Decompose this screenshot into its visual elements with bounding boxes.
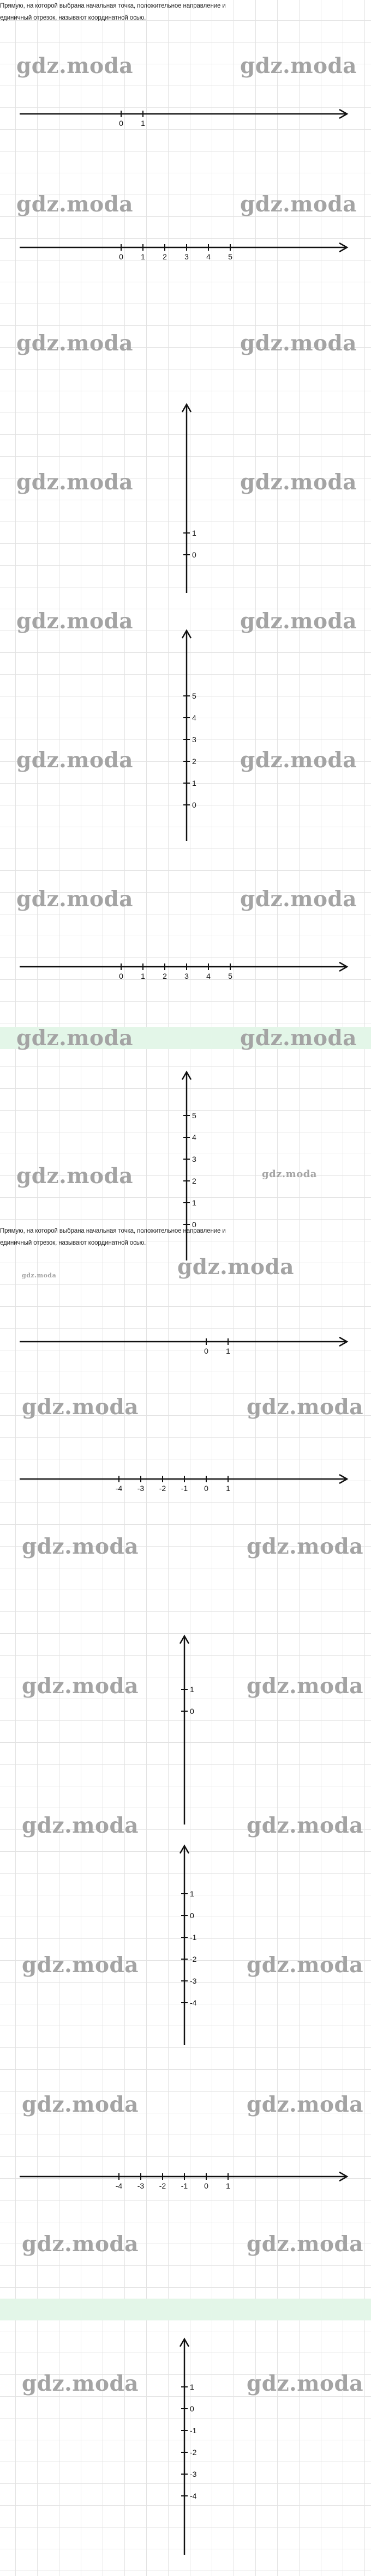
- tick-label: 1: [226, 2181, 230, 2190]
- tick-label: 5: [228, 972, 232, 980]
- tick-label: 1: [190, 1889, 194, 1898]
- tick-label: 5: [228, 252, 232, 261]
- watermark: gdz.moda: [22, 1395, 139, 1420]
- watermark: gdz.moda: [22, 1953, 139, 1978]
- tick-label: -4: [190, 2492, 197, 2500]
- watermark: gdz.moda: [240, 1026, 357, 1051]
- tick-label: 1: [192, 1198, 196, 1207]
- watermark: gdz.moda: [22, 2092, 139, 2117]
- tick-label: 2: [192, 1177, 196, 1185]
- tick-label: 0: [204, 2181, 208, 2190]
- tick-label: 2: [163, 972, 167, 980]
- watermark: gdz.moda: [16, 1163, 134, 1189]
- tick-label: 0: [119, 252, 123, 261]
- tick-label: 4: [206, 252, 211, 261]
- watermark: gdz.moda: [247, 1395, 364, 1420]
- tick-label: 2: [163, 252, 167, 261]
- watermark: gdz.moda: [22, 1534, 139, 1559]
- tick-label: -1: [190, 1933, 197, 1942]
- tick-label: -2: [190, 1955, 197, 1963]
- tick-label: 1: [192, 529, 196, 537]
- tick-label: 0: [119, 119, 123, 128]
- watermark: gdz.moda: [247, 1953, 364, 1978]
- vertical-axis-minus4-1: [0, 1845, 371, 2046]
- tick-label: 1: [190, 1685, 194, 1694]
- definition-text: [0, 0, 371, 24]
- watermark: gdz.moda: [240, 748, 357, 773]
- watermark: gdz.moda: [240, 470, 357, 495]
- watermark: gdz.moda: [247, 2371, 364, 2396]
- tick-label: -1: [181, 1484, 188, 1493]
- tick-label: -2: [190, 2448, 197, 2457]
- tick-label: 1: [192, 779, 196, 787]
- horizontal-axis-minus4-1: [0, 2163, 371, 2196]
- watermark: gdz.moda: [240, 192, 357, 217]
- tick-label: -3: [137, 2181, 145, 2190]
- tick-label: 1: [190, 2383, 194, 2391]
- tick-label: 1: [141, 972, 145, 980]
- tick-label: 0: [192, 1220, 196, 1229]
- vertical-axis-0-1: [0, 403, 371, 594]
- watermark: gdz.moda: [262, 1168, 317, 1180]
- watermark: gdz.moda: [22, 1813, 139, 1838]
- watermark: gdz.moda: [16, 470, 134, 495]
- tick-label: 0: [204, 1347, 208, 1355]
- tick-label: 2: [192, 757, 196, 766]
- tick-label: 0: [192, 550, 196, 559]
- watermark: gdz.moda: [16, 609, 134, 634]
- watermark: gdz.moda: [247, 1813, 364, 1838]
- tick-label: 5: [192, 1111, 196, 1120]
- definition-line-2: единичный отрезок, называют координатной осью.: [0, 1240, 146, 1246]
- tick-label: 3: [192, 1155, 196, 1163]
- watermark: gdz.moda: [240, 53, 357, 78]
- tick-label: -3: [190, 1977, 197, 1985]
- watermark: gdz.moda: [240, 609, 357, 634]
- definition-line-2: единичный отрезок, называют координатной осью.: [0, 15, 146, 21]
- watermark: gdz.moda: [16, 192, 134, 217]
- tick-label: -2: [159, 1484, 166, 1493]
- horizontal-axis-0-1: [0, 1329, 371, 1361]
- horizontal-axis-0-5: [0, 234, 371, 267]
- tick-label: -2: [159, 2181, 166, 2190]
- tick-label: 3: [184, 972, 189, 980]
- tick-label: -3: [190, 2470, 197, 2478]
- tick-label: 0: [190, 1911, 194, 1920]
- tick-label: 4: [192, 713, 196, 722]
- definition-line-1: Прямую, на которой выбрана начальная точка, положительное направление и: [0, 1228, 226, 1234]
- tick-label: 1: [141, 252, 145, 261]
- watermark: gdz.moda: [240, 331, 357, 356]
- definition-text: [0, 1225, 371, 1249]
- tick-label: 0: [119, 972, 123, 980]
- vertical-axis-minus4-1: [0, 2338, 371, 2556]
- tick-label: 1: [226, 1347, 230, 1355]
- tick-label: -3: [137, 1484, 145, 1493]
- watermark: gdz.moda: [16, 748, 134, 773]
- watermark: gdz.moda: [16, 331, 134, 356]
- watermark: gdz.moda: [16, 53, 134, 78]
- tick-label: -1: [181, 2181, 188, 2190]
- highlight-band: [0, 2299, 371, 2320]
- watermark: gdz.moda: [22, 1674, 139, 1699]
- watermark: gdz.moda: [177, 1254, 295, 1280]
- tick-label: 0: [204, 1484, 208, 1493]
- tick-label: 3: [184, 252, 189, 261]
- tick-label: 0: [190, 2404, 194, 2413]
- watermark: gdz.moda: [247, 2092, 364, 2117]
- watermark: gdz.moda: [16, 887, 134, 912]
- watermark: gdz.moda: [247, 1534, 364, 1559]
- tick-label: 0: [190, 1707, 194, 1716]
- tick-label: -4: [190, 1998, 197, 2007]
- tick-label: -4: [115, 2181, 123, 2190]
- tick-label: 4: [206, 972, 211, 980]
- tick-label: 0: [192, 801, 196, 809]
- watermark: gdz.moda: [22, 1272, 57, 1279]
- watermark: gdz.moda: [240, 887, 357, 912]
- tick-label: 5: [192, 692, 196, 700]
- horizontal-axis-0-5: [0, 954, 371, 986]
- tick-label: 4: [192, 1133, 196, 1142]
- definition-line-1: Прямую, на которой выбрана начальная точка, положительное направление и: [0, 3, 226, 9]
- horizontal-axis-minus4-1: [0, 1466, 371, 1499]
- tick-label: 1: [141, 119, 145, 128]
- watermark: gdz.moda: [16, 1026, 134, 1051]
- tick-label: 3: [192, 735, 196, 744]
- tick-label: -1: [190, 2426, 197, 2435]
- horizontal-axis-0-1: [0, 101, 371, 134]
- watermark: gdz.moda: [22, 2232, 139, 2257]
- vertical-axis-0-1: [0, 1635, 371, 1826]
- tick-label: 1: [226, 1484, 230, 1493]
- vertical-axis-0-5: [0, 629, 371, 842]
- tick-label: -4: [115, 1484, 123, 1493]
- watermark: gdz.moda: [22, 2371, 139, 2396]
- watermark: gdz.moda: [247, 2232, 364, 2257]
- watermark: gdz.moda: [247, 1674, 364, 1699]
